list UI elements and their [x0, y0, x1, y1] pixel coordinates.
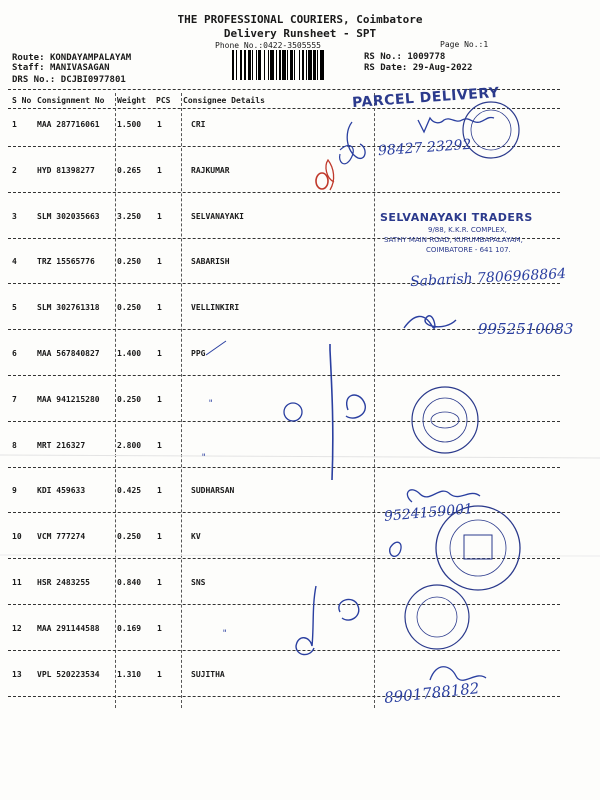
- cell-consignment-no: MAA 291144588: [37, 624, 100, 633]
- column-header-sno: S No: [12, 96, 32, 105]
- cell-sno: 10: [12, 532, 22, 541]
- cell-sno: 4: [12, 257, 17, 266]
- cell-consignee: SABARISH: [191, 257, 230, 266]
- cell-sno: 7: [12, 395, 17, 404]
- drs-label: DRS No.:: [12, 75, 56, 85]
- cell-sno: 12: [12, 624, 22, 633]
- page-number: Page No.:1: [440, 40, 489, 49]
- cell-consignee: SUDHARSAN: [191, 486, 235, 495]
- cell-pcs: 1: [157, 486, 162, 495]
- signature: [284, 395, 365, 421]
- cell-pcs: 1: [157, 624, 162, 633]
- company-stamp-address: COIMBATORE - 641 107.: [426, 246, 511, 254]
- cell-pcs: 1: [157, 349, 162, 358]
- document-subtitle: Delivery Runsheet - SPT: [223, 27, 377, 40]
- rs-date-label: RS Date:: [364, 63, 408, 73]
- cell-pcs: 1: [157, 578, 162, 587]
- staff-label: Staff:: [12, 63, 45, 73]
- handwritten-phone: 9524159001: [383, 501, 474, 525]
- cell-pcs: 1: [157, 395, 162, 404]
- signature: [407, 490, 480, 502]
- cell-consignee: VELLINKIRI: [191, 303, 240, 312]
- cell-pcs: 1: [157, 166, 162, 175]
- rs-date-value: 29-Aug-2022: [412, 63, 473, 73]
- cell-weight: 3.250: [117, 212, 142, 221]
- cell-sno: 8: [12, 441, 17, 450]
- column-header-pcs: PCS: [156, 96, 171, 105]
- cell-consignee: SNS: [191, 578, 206, 587]
- signature: [390, 542, 401, 556]
- cell-weight: 1.310: [117, 670, 142, 679]
- phone-number: Phone No.:0422-3505555: [215, 41, 321, 50]
- ditto-mark: ": [201, 453, 207, 463]
- cell-consignment-no: MRT 216327: [37, 441, 86, 450]
- red-ink-mark: [316, 160, 334, 190]
- cell-consignment-no: VPL 520223534: [37, 670, 100, 679]
- cell-weight: 0.250: [117, 532, 142, 541]
- paper-fold: [0, 555, 600, 556]
- company-stamp-name: SELVANAYAKI TRADERS: [380, 211, 533, 224]
- cell-sno: 3: [12, 212, 17, 221]
- cell-pcs: 1: [157, 120, 162, 129]
- signature: [339, 599, 359, 620]
- cell-pcs: 1: [157, 303, 162, 312]
- cell-weight: 1.400: [117, 349, 142, 358]
- signature: [418, 117, 494, 132]
- company-stamp-address: 9/88, K.K.R. COMPLEX,: [428, 226, 507, 234]
- cell-consignment-no: HYD 81398277: [37, 166, 95, 175]
- cell-weight: 0.169: [117, 624, 142, 633]
- cell-weight: 1.500: [117, 120, 142, 129]
- cell-consignment-no: SLM 302035663: [37, 212, 100, 221]
- cell-weight: 0.250: [117, 303, 142, 312]
- paper-fold: [0, 455, 600, 458]
- handwritten-phone: 9952510083: [478, 320, 574, 338]
- document-title: THE PROFESSIONAL COURIERS, Coimbatore: [177, 13, 423, 26]
- cell-consignee: SUJITHA: [191, 670, 225, 679]
- cell-sno: 1: [12, 120, 17, 129]
- pen-stroke: [206, 341, 226, 355]
- cell-consignment-no: MAA 567840827: [37, 349, 100, 358]
- cell-weight: 0.425: [117, 486, 142, 495]
- round-stamp: [405, 585, 469, 649]
- cell-weight: 2.800: [117, 441, 142, 450]
- handwritten-phone: 8901788182: [383, 679, 481, 707]
- cell-consignment-no: VCM 777274: [37, 532, 86, 541]
- cell-weight: 0.250: [117, 257, 142, 266]
- signature: [347, 122, 365, 158]
- cell-consignment-no: MAA 287716061: [37, 120, 100, 129]
- handwritten-phone: 98427 23292: [377, 136, 472, 160]
- signature: [404, 316, 456, 328]
- parcel-delivery-stamp: PARCEL DELIVERY: [351, 84, 500, 112]
- rs-no-label: RS No.:: [364, 52, 402, 62]
- drs-value: DCJBI0977801: [60, 75, 126, 85]
- cell-consignment-no: MAA 941215280: [37, 395, 100, 404]
- cell-consignee: PPG: [191, 349, 206, 358]
- cell-consignee: CRI: [191, 120, 206, 129]
- cell-consignee: KV: [191, 532, 201, 541]
- cell-consignment-no: SLM 302761318: [37, 303, 100, 312]
- cell-weight: 0.250: [117, 395, 142, 404]
- cell-consignment-no: TRZ 15565776: [37, 257, 95, 266]
- cell-sno: 13: [12, 670, 22, 679]
- cell-pcs: 1: [157, 532, 162, 541]
- staff-value: MANIVASAGAN: [49, 63, 110, 73]
- ditto-mark: ": [208, 399, 214, 409]
- cell-weight: 0.265: [117, 166, 142, 175]
- cell-pcs: 1: [157, 212, 162, 221]
- cell-consignment-no: KDI 459633: [37, 486, 86, 495]
- cell-consignment-no: HSR 2483255: [37, 578, 90, 587]
- cell-pcs: 1: [157, 441, 162, 450]
- cell-sno: 11: [12, 578, 22, 587]
- cell-sno: 5: [12, 303, 17, 312]
- ditto-bracket: [330, 344, 333, 480]
- handwritten-note: Sabarish 7806968864: [409, 265, 567, 291]
- column-header-consignee: Consignee Details: [183, 96, 265, 105]
- column-header-weight: Weight: [117, 96, 146, 105]
- cell-sno: 9: [12, 486, 17, 495]
- cell-sno: 2: [12, 166, 17, 175]
- cell-consignee: SELVANAYAKI: [191, 212, 244, 221]
- cell-consignee: RAJKUMAR: [191, 166, 230, 175]
- route-label: Route:: [12, 53, 45, 63]
- company-stamp-address: SATHY MAIN ROAD, KURUMBAPALAYAM,: [384, 236, 523, 244]
- cell-pcs: 1: [157, 257, 162, 266]
- round-stamp: [412, 387, 478, 453]
- route-value: KONDAYAMPALAYAM: [49, 53, 132, 63]
- signature: [296, 586, 316, 655]
- rs-no-value: 1009778: [407, 52, 446, 62]
- cell-sno: 6: [12, 349, 17, 358]
- cell-pcs: 1: [157, 670, 162, 679]
- ditto-mark: ": [222, 629, 228, 639]
- column-header-consignment: Consignment No: [37, 96, 105, 105]
- signature: [340, 145, 354, 163]
- cell-weight: 0.840: [117, 578, 142, 587]
